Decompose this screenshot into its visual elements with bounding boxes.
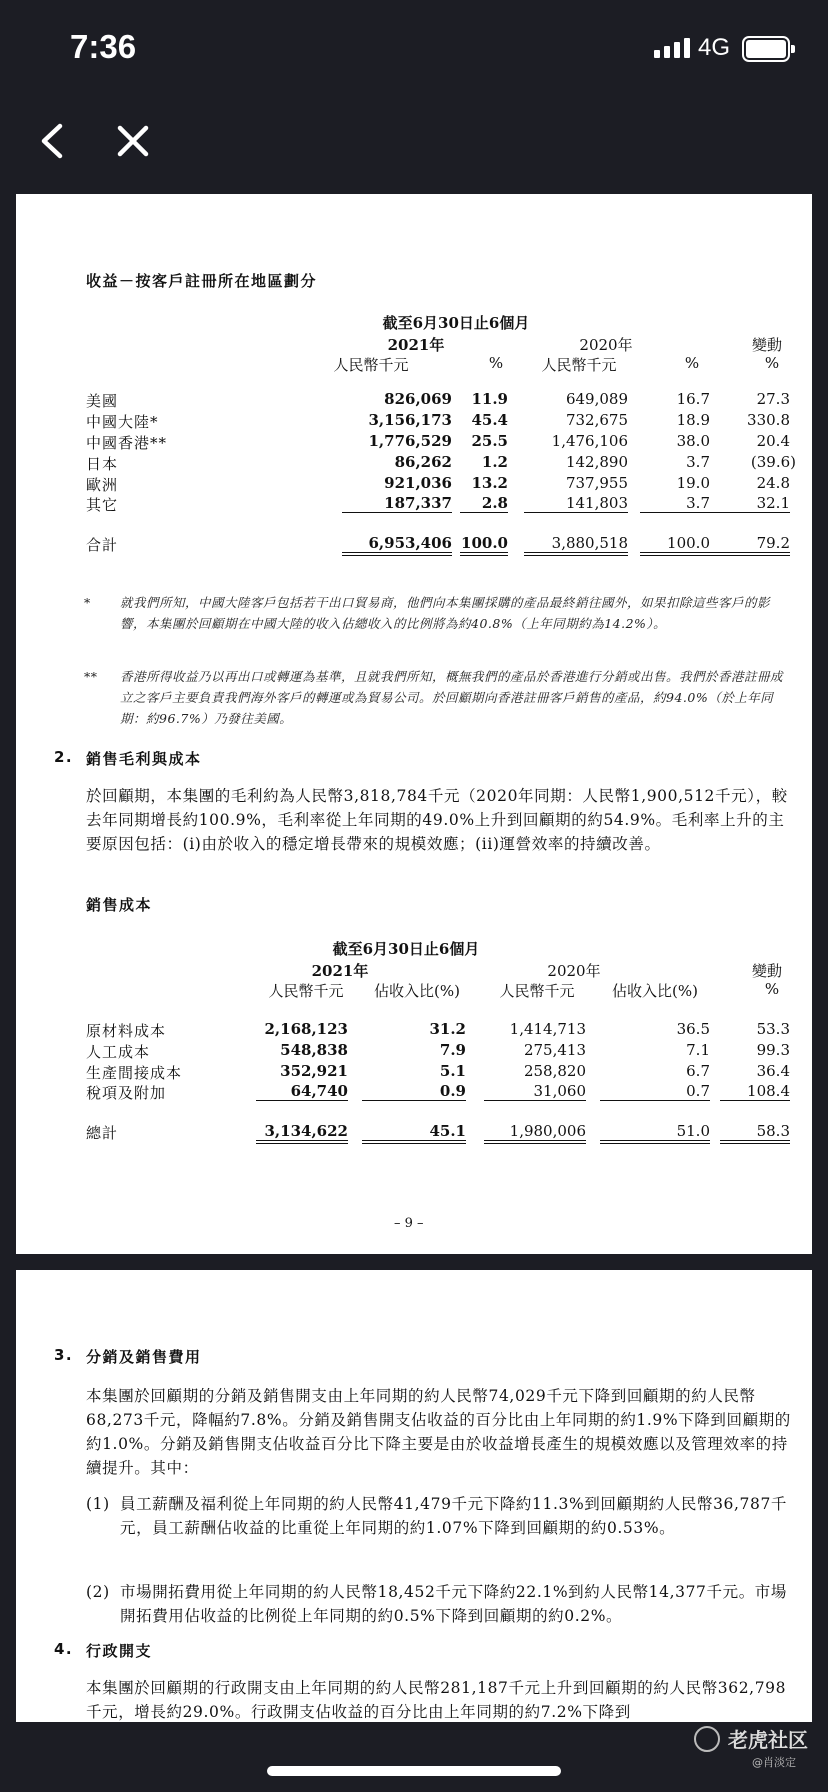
row-label: 歐洲 [86, 476, 119, 494]
cell-value-2021: 826,069 [384, 390, 452, 408]
table1-rmb-2020: 人民幣千元 [541, 356, 617, 374]
network-label: 4G [698, 34, 731, 61]
cell-change: 330.8 [747, 411, 790, 429]
paragraph-admin-expenses: 本集團於回顧期的行政開支由上年同期的約人民幣281,187千元上升到回顧期的約人民幣362,798千元，增長約29.0%。行政開支佔收益的百分比由上年同期的約7.2%下降到 [86, 1679, 787, 1721]
row-label: 中國大陸* [86, 413, 159, 431]
cell-pct-2021: 25.5 [471, 432, 508, 450]
table2-pct-change: % [764, 980, 780, 998]
bottom-bar [0, 1722, 828, 1792]
document-page-9 [16, 194, 812, 1254]
list-marker: (1) [86, 1495, 110, 1513]
footnote-mark: ** [84, 669, 98, 684]
cell-value-2021: 352,921 [280, 1062, 348, 1080]
cell-pct-2021: 45.1 [362, 1122, 466, 1144]
cell-pct-2021: 5.1 [439, 1062, 466, 1080]
cell-pct-2020: 51.0 [600, 1122, 710, 1144]
watermark-user: @肖淡定 [752, 1756, 796, 1769]
cell-pct-2021: 45.4 [471, 411, 508, 429]
row-label: 合計 [86, 536, 119, 554]
section-title-gross-profit: 銷售毛利與成本 [86, 750, 202, 768]
cell-change: 53.3 [756, 1020, 790, 1038]
row-label: 生產間接成本 [86, 1064, 183, 1082]
cell-pct-2020: 6.7 [686, 1062, 710, 1080]
row-label: 其它 [86, 496, 119, 514]
cell-change: 32.1 [710, 494, 790, 513]
cell-pct-2020: 0.7 [600, 1082, 710, 1101]
table1-change-header: 變動 [751, 336, 782, 354]
cell-change: 79.2 [710, 534, 790, 556]
cell-pct-2020: 36.5 [676, 1020, 710, 1038]
document-page-10 [16, 1270, 812, 1722]
cell-change: 108.4 [720, 1082, 790, 1101]
cell-change: (39.6) [750, 453, 796, 471]
cell-value-2021: 3,134,622 [256, 1122, 348, 1144]
row-label: 日本 [86, 455, 119, 473]
row-label: 總計 [86, 1124, 119, 1142]
tiger-logo-icon [694, 1726, 720, 1752]
cell-pct-2020: 100.0 [640, 534, 710, 556]
nav-bar [0, 96, 828, 186]
cell-pct-2020: 19.0 [676, 474, 710, 492]
cell-pct-2021: 7.9 [439, 1041, 466, 1059]
cell-value-2021: 86,262 [394, 453, 452, 471]
cell-value-2020: 275,413 [523, 1041, 586, 1059]
home-indicator[interactable] [267, 1766, 561, 1776]
cell-value-2020: 737,955 [565, 474, 628, 492]
watermark-brand: 老虎社区 [728, 1728, 808, 1752]
section-number: 4. [54, 1640, 74, 1658]
section-title-admin-expenses: 行政開支 [86, 1642, 153, 1660]
table2-change-header: 變動 [751, 962, 782, 980]
section-number: 3. [54, 1346, 74, 1364]
row-label: 稅項及附加 [86, 1084, 167, 1102]
table1-period-header: 截至6月30日止6個月 [382, 314, 530, 332]
cell-value-2021: 921,036 [384, 474, 452, 492]
cell-value-2020: 649,089 [565, 390, 628, 408]
row-label: 美國 [86, 392, 119, 410]
cell-value-2020: 258,820 [523, 1062, 586, 1080]
list-item-marketing-costs: 市場開拓費用從上年同期的約人民幣18,452千元下降約22.1%到約人民幣14,377千元。市場開拓費用佔收益的比例從上年同期的約0.5%下降到回顧期的約0.2%。 [120, 1583, 788, 1625]
cell-pct-2020: 7.1 [686, 1041, 710, 1059]
table1-year-2021: 2021年 [387, 336, 445, 354]
cell-value-2020: 1,980,006 [484, 1122, 586, 1144]
row-label: 中國香港** [86, 434, 168, 452]
cell-value-2020: 141,803 [524, 494, 628, 513]
close-button[interactable] [110, 118, 156, 164]
battery-icon [742, 36, 790, 62]
footnote-mark: * [84, 595, 91, 610]
cell-value-2021: 1,776,529 [368, 432, 452, 450]
cell-value-2020: 31,060 [484, 1082, 586, 1101]
cell-value-2020: 1,476,106 [551, 432, 628, 450]
cell-pct-2020: 3.7 [640, 494, 710, 513]
cell-pct-2020: 38.0 [676, 432, 710, 450]
status-time: 7:36 [70, 28, 137, 65]
table1-pct-2020: % [684, 354, 700, 372]
table1-rmb-2021: 人民幣千元 [333, 356, 409, 374]
table1-pct-2021: % [488, 354, 504, 372]
table2-period-header: 截至6月30日止6個月 [332, 940, 480, 958]
footnote-1: 就我們所知，中國大陸客戶包括若干出口貿易商，他們向本集團採購的產品最終銷往國外，如果扣除這些客戶的影響，本集團於回顧期在中國大陸的收入佔總收入的比例將為約40.8%（上年同期約為14.2%）。 [120, 595, 771, 631]
cell-change: 58.3 [720, 1122, 790, 1144]
list-item-staff-costs: 員工薪酬及福利從上年同期的約人民幣41,479千元下降約11.3%到回顧期約人民幣36,787千元，員工薪酬佔收益的比重從上年同期的約1.07%下降到回顧期的約0.53%。 [120, 1495, 788, 1537]
close-icon [110, 118, 156, 164]
cell-change: 24.8 [756, 474, 790, 492]
paragraph-distribution-expenses: 本集團於回顧期的分銷及銷售開支由上年同期的約人民幣74,029千元下降到回顧期的約人民幣68,273千元，降幅約7.8%。分銷及銷售開支佔收益的百分比由上年同期的約1.9%下降到回顧期的約1.0%。分銷及銷售開支佔收益百分比下降主要是由於收益增長產生的規模效應以及管理效率的持續提升。其中： [86, 1387, 791, 1477]
table2-year-2020: 2020年 [547, 962, 601, 980]
cell-pct-2021: 100.0 [460, 534, 508, 556]
cell-value-2021: 2,168,123 [264, 1020, 348, 1038]
cell-pct-2021: 0.9 [362, 1082, 466, 1101]
cell-change: 36.4 [756, 1062, 790, 1080]
cell-value-2021: 3,156,173 [368, 411, 452, 429]
section-title-revenue-by-region: 收益－按客戶註冊所在地區劃分 [86, 272, 318, 290]
cell-change: 99.3 [756, 1041, 790, 1059]
cell-pct-2021: 11.9 [471, 390, 508, 408]
cell-value-2020: 1,414,713 [509, 1020, 586, 1038]
section-number: 2. [54, 748, 74, 766]
cell-change: 20.4 [756, 432, 790, 450]
table2-rmb-2021: 人民幣千元 [268, 982, 344, 1000]
row-label: 原材料成本 [86, 1022, 167, 1040]
cell-value-2021: 64,740 [256, 1082, 348, 1101]
back-button[interactable] [34, 118, 74, 164]
section-title-distribution-expenses: 分銷及銷售費用 [86, 1348, 202, 1366]
signal-icon [654, 38, 690, 58]
list-marker: (2) [86, 1583, 110, 1601]
cell-value-2021: 6,953,406 [342, 534, 452, 556]
cell-pct-2020: 3.7 [686, 453, 710, 471]
chevron-left-icon [34, 118, 74, 164]
cell-pct-2021: 13.2 [471, 474, 508, 492]
cell-value-2021: 187,337 [342, 494, 452, 513]
table2-ratio-2021: 佔收入比(%) [374, 982, 460, 1000]
subsection-title-cost-of-sales: 銷售成本 [86, 896, 153, 914]
footnote-2: 香港所得收益乃以再出口或轉運為基準，且就我們所知，概無我們的產品於香港進行分銷或出售。我們於香港註冊成立之客戶主要負責我們海外客戶的轉運或為貿易公司。於回顧期向香港註冊客戶銷售的產品，約94.0%（於上年同期：約96.7%）乃發往美國。 [120, 669, 784, 726]
table2-rmb-2020: 人民幣千元 [499, 982, 575, 1000]
row-label: 人工成本 [86, 1043, 151, 1061]
cell-value-2020: 732,675 [565, 411, 628, 429]
table1-year-2020: 2020年 [579, 336, 633, 354]
cell-pct-2021: 31.2 [429, 1020, 466, 1038]
table2-ratio-2020: 佔收入比(%) [612, 982, 698, 1000]
cell-value-2020: 3,880,518 [524, 534, 628, 556]
cell-value-2021: 548,838 [280, 1041, 348, 1059]
cell-pct-2021: 1.2 [481, 453, 508, 471]
cell-pct-2021: 2.8 [460, 494, 508, 513]
status-bar [0, 0, 828, 96]
page-number: – 9 – [394, 1216, 424, 1231]
cell-pct-2020: 16.7 [676, 390, 710, 408]
cell-value-2020: 142,890 [565, 453, 628, 471]
table1-pct-change: % [764, 354, 780, 372]
paragraph-gross-profit: 於回顧期，本集團的毛利約為人民幣3,818,784千元（2020年同期：人民幣1,900,512千元），較去年同期增長約100.9%，毛利率從上年同期的49.0%上升到回顧期的約54.9%。毛利率上升的主要原因包括：(i)由於收入的穩定增長帶來的規模效應；(ii)運營效率的持續改善。 [86, 787, 788, 853]
cell-change: 27.3 [756, 390, 790, 408]
table2-year-2021: 2021年 [311, 962, 369, 980]
cell-pct-2020: 18.9 [676, 411, 710, 429]
